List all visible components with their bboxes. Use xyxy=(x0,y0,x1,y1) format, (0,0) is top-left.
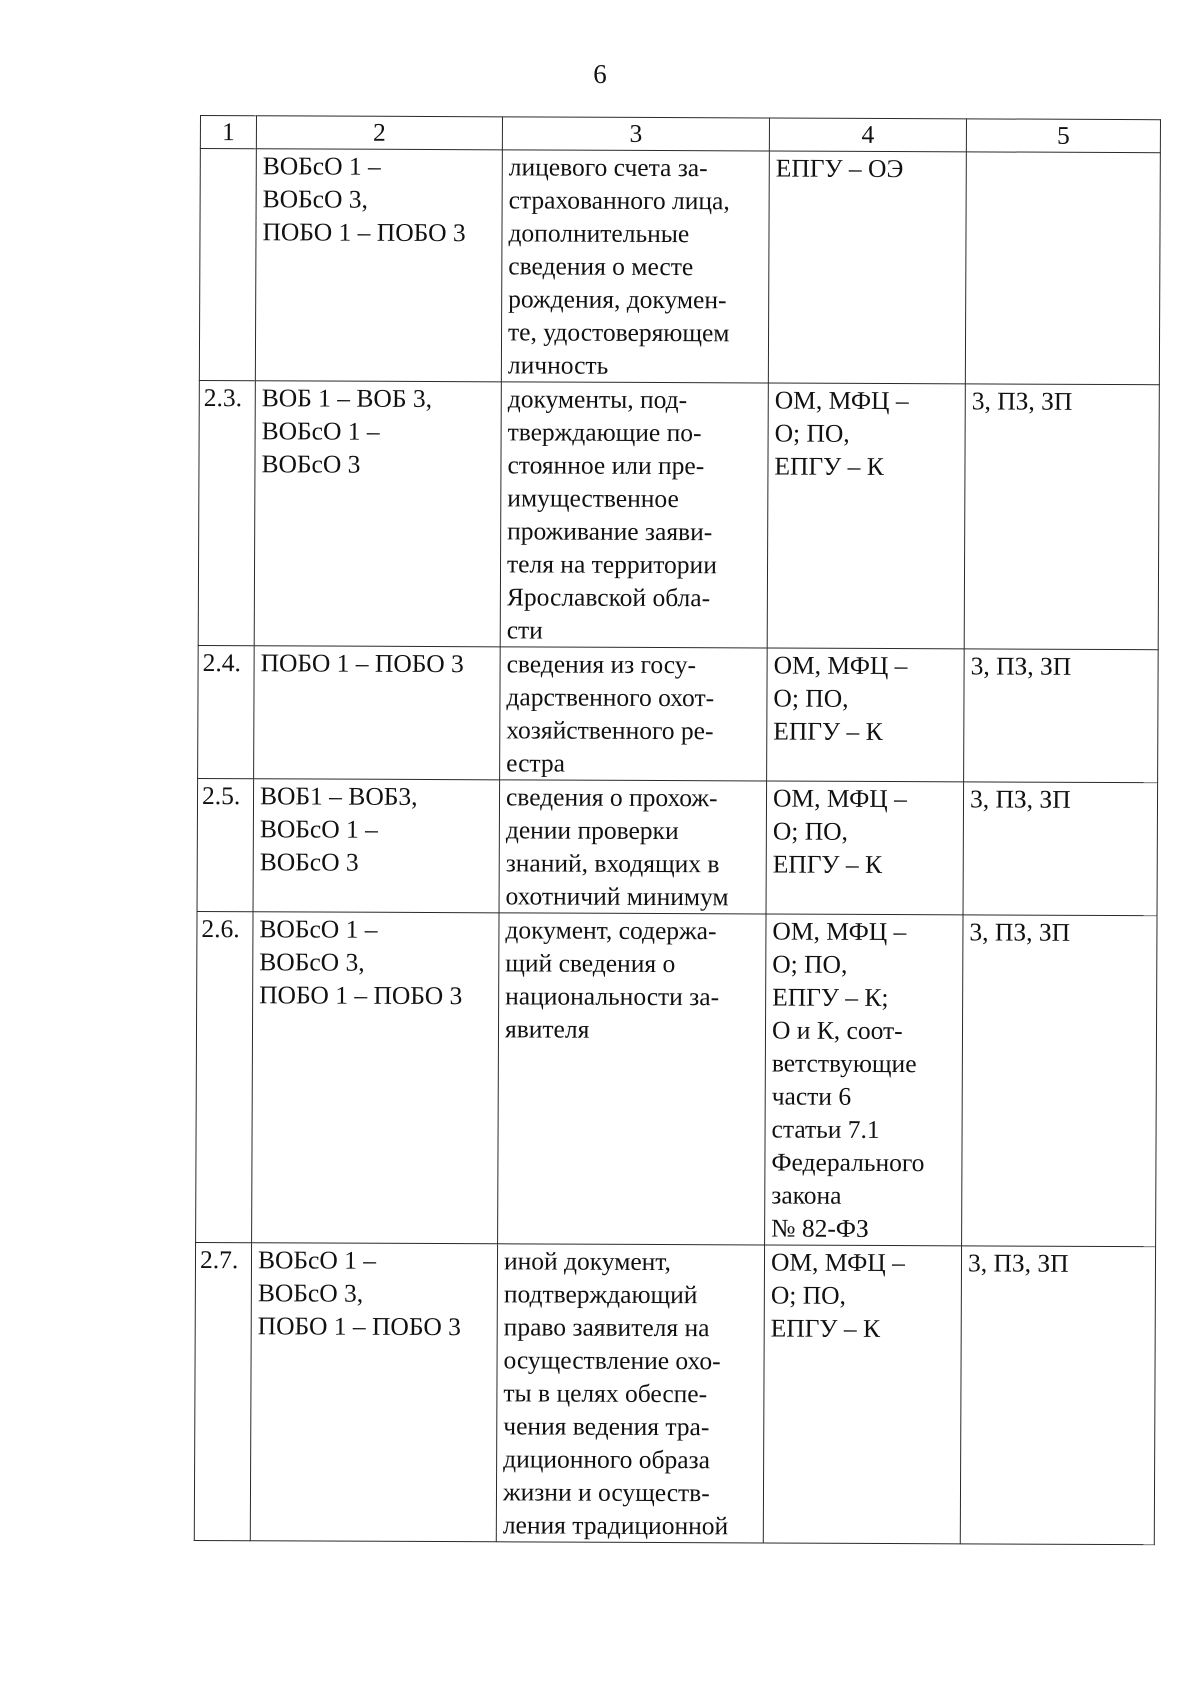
table-row xyxy=(198,645,1159,782)
header-col-3: 3 xyxy=(502,117,769,151)
submission-method-cell: ОМ, МФЦ – О; ПО, ЕПГУ – К xyxy=(763,1245,961,1544)
submission-method-cell: ЕПГУ – ОЭ xyxy=(768,151,966,384)
applicant-category-cell: ВОБ1 – ВОБ3, ВОБсО 1 – ВОБсО 3 xyxy=(253,779,500,913)
submission-method-cell: ОМ, МФЦ – О; ПО, ЕПГУ – К xyxy=(767,648,965,782)
table-body xyxy=(194,149,1160,1545)
document-description-cell: документ, содержа- щий сведения о национальности за- явителя xyxy=(498,913,766,1245)
purpose-cell: 3, ПЗ, ЗП xyxy=(964,384,1159,650)
header-col-1: 1 xyxy=(200,116,256,149)
row-number: 2.7. xyxy=(194,1242,251,1540)
purpose-cell: 3, ПЗ, ЗП xyxy=(962,915,1157,1247)
purpose-cell: 3, ПЗ, ЗП xyxy=(964,649,1159,783)
row-number: 2.6. xyxy=(196,911,253,1242)
document-description-cell: сведения о прохож- дении проверки знаний, входящих в охотничий минимум xyxy=(499,780,767,914)
header-col-4: 4 xyxy=(769,118,966,152)
submission-method-cell: ОМ, МФЦ – О; ПО, ЕПГУ – К xyxy=(767,383,965,649)
purpose-cell: 3, ПЗ, ЗП xyxy=(960,1246,1155,1545)
submission-method-cell: ОМ, МФЦ – О; ПО, ЕПГУ – К xyxy=(766,781,964,915)
document-description-cell: сведения из госу- дарственного охот- хозяйственного ре- естра xyxy=(500,647,768,781)
table-row xyxy=(197,778,1158,915)
table-row xyxy=(196,911,1157,1246)
applicant-category-cell: ВОБсО 1 – ВОБсО 3, ПОБО 1 – ПОБО 3 xyxy=(250,1243,497,1542)
requirements-table xyxy=(194,115,1161,1545)
table-header xyxy=(200,116,1160,153)
document-description-cell: документы, под- тверждающие по- стоянное или пре- имущественное проживание заяви- теля на территории Ярославской обла- сти xyxy=(500,382,768,648)
row-number: 2.5. xyxy=(197,778,254,911)
submission-method-cell: ОМ, МФЦ – О; ПО, ЕПГУ – К; О и К, соот- ветствующие части 6 статьи 7.1 Федерального закона № 82-ФЗ xyxy=(765,914,963,1246)
applicant-category-cell: ВОБсО 1 – ВОБсО 3, ПОБО 1 – ПОБО 3 xyxy=(252,912,499,1244)
row-number: 2.4. xyxy=(198,645,255,778)
header-row xyxy=(200,116,1160,153)
applicant-category-cell: ПОБО 1 – ПОБО 3 xyxy=(254,646,501,780)
row-number: 2.3. xyxy=(198,380,255,645)
purpose-cell xyxy=(965,152,1160,385)
table-row xyxy=(198,380,1159,649)
page-number: 6 xyxy=(593,59,607,89)
table-row xyxy=(199,149,1160,385)
document-description-cell: иной документ, подтверждающий право заявителя на осуществление охо- ты в целях обеспе- чения ведения тра- диционного образа жизни и осуществ- ления традиционной xyxy=(496,1244,764,1543)
row-number xyxy=(199,149,256,381)
header-col-2: 2 xyxy=(256,116,502,150)
purpose-cell: 3, ПЗ, ЗП xyxy=(963,782,1158,916)
header-col-5: 5 xyxy=(966,119,1160,153)
document-description-cell: лицевого счета за- страхованного лица, дополнительные сведения о месте рождения, докумен- те, удостоверяющем личность xyxy=(501,150,769,383)
applicant-category-cell: ВОБсО 1 – ВОБсО 3, ПОБО 1 – ПОБО 3 xyxy=(255,149,502,382)
table-row xyxy=(194,1242,1155,1544)
applicant-category-cell: ВОБ 1 – ВОБ 3, ВОБсО 1 – ВОБсО 3 xyxy=(254,381,501,647)
